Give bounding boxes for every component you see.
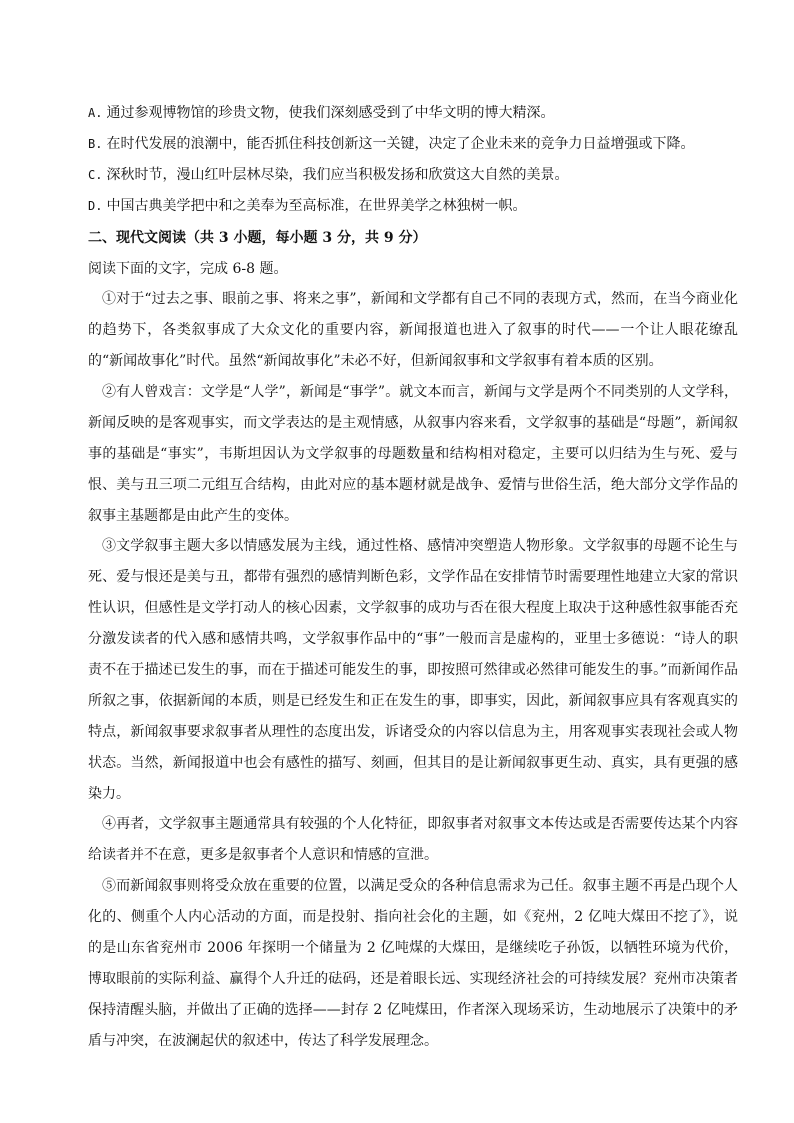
- option-text: 在时代发展的浪潮中，能否抓住科技创新这一关键，决定了企业未来的竞争力日益增强或下降。: [106, 136, 695, 152]
- paragraph-1: ①对于“过去之事、眼前之事、将来之事”，新闻和文学都有自己不同的表现方式，然而，在当今商业化的趋势下，各类叙事成了大众文化的重要内容，新闻报道也进入了叙事的时代——一个让人眼花缭乱的“新闻故事化”时代。虽然“新闻故事化”未必不好，但新闻叙事和文学叙事有着本质的区别。: [88, 291, 738, 369]
- section-title: 二、现代文阅读（共 3 小题，每小题 3 分，共 9 分）: [88, 230, 427, 246]
- paragraph-3: ③文学叙事主题大多以情感发展为主线，通过性格、感情冲突塑造人物形象。文学叙事的母题不论生与死、爱与恨还是美与丑，都带有强烈的感情判断色彩，文学作品在安排情节时需要理性地建立大家的常识性认识，但感性是文学打动人的核心因素，文学叙事的成功与否在很大程度上取决于这种感性叙事能否充分激发读者的代入感和感情共鸣，文学叙事作品中的“事”一般而言是虚构的，亚里士多德说：“诗人的职责不在于描述已发生的事，而在于描述可能发生的事，即按照可然律或必然律可能发生的事。”而新闻作品所叙之事，依据新闻的本质，则是已经发生和正在发生的事，即事实，因此，新闻叙事应具有客观真实的特点，新闻叙事要求叙事者从理性的态度出发，诉诸受众的内容以信息为主，用客观事实表现社会或人物状态。当然，新闻报道中也会有感性的描写、刻画，但其目的是让新闻叙事更生动、真实，具有更强的感染力。: [88, 538, 738, 802]
- option-c: [88, 166, 568, 184]
- option-text: 深秋时节，漫山红叶层林尽染，我们应当积极发扬和欣赏这大自然的美景。: [106, 167, 569, 183]
- option-text: 通过参观博物馆的珍贵文物，使我们深刻感受到了中华文明的博大精深。: [106, 105, 555, 121]
- paragraph-4: ④再者，文学叙事主题通常具有较强的个人化特征，即叙事者对叙事文本传达或是否需要传达某个内容给读者并不在意，更多是叙事者个人意识和情感的宣泄。: [88, 816, 738, 863]
- option-b: [88, 135, 694, 153]
- option-a: [88, 104, 554, 122]
- paragraph-5: ⑤而新闻叙事则将受众放在重要的位置，以满足受众的各种信息需求为己任。叙事主题不再是凸现个人化的、侧重个人内心活动的方面，而是投射、指向社会化的主题，如《兖州，2 亿吨大煤田不挖了》，说的是山东省兖州市 2006 年探明一个储量为 2 亿吨煤的大煤田，是继续吃子孙饭，以牺牲环境为代价，博取眼前的实际利益、赢得个人升迁的砝码，还是着眼长远、实现经济社会的可持续发展？兖州市决策者保持清醒头脑，并做出了正确的选择——封存 2 亿吨煤田，作者深入现场采访，生动地展示了决策中的矛盾与冲突，在波澜起伏的叙述中，传达了科学发展理念。: [88, 878, 738, 1049]
- reading-instruction: 阅读下面的文字，完成 6-8 题。: [88, 261, 288, 277]
- option-letter: B.: [88, 137, 103, 151]
- option-letter: C.: [88, 168, 103, 182]
- option-letter: A.: [88, 106, 103, 120]
- option-d: [88, 197, 526, 215]
- option-text: 中国古典美学把中和之美奉为至高标准，在世界美学之林独树一帜。: [106, 198, 527, 214]
- option-letter: D.: [88, 199, 103, 213]
- paragraph-2: ②有人曾戏言：文学是“人学”，新闻是“事学”。就文本而言，新闻与文学是两个不同类别的人文学科，新闻反映的是客观事实，而文学表达的是主观情感，从叙事内容来看，文学叙事的基础是“母题”，新闻叙事的基础是“事实”，韦斯坦因认为文学叙事的母题数量和结构相对稳定，主要可以归结为生与死、爱与恨、美与丑三项二元组互合结构，由此对应的基本题材就是战争、爱情与世俗生活，绝大部分文学作品的叙事主基题都是由此产生的变体。: [88, 384, 738, 524]
